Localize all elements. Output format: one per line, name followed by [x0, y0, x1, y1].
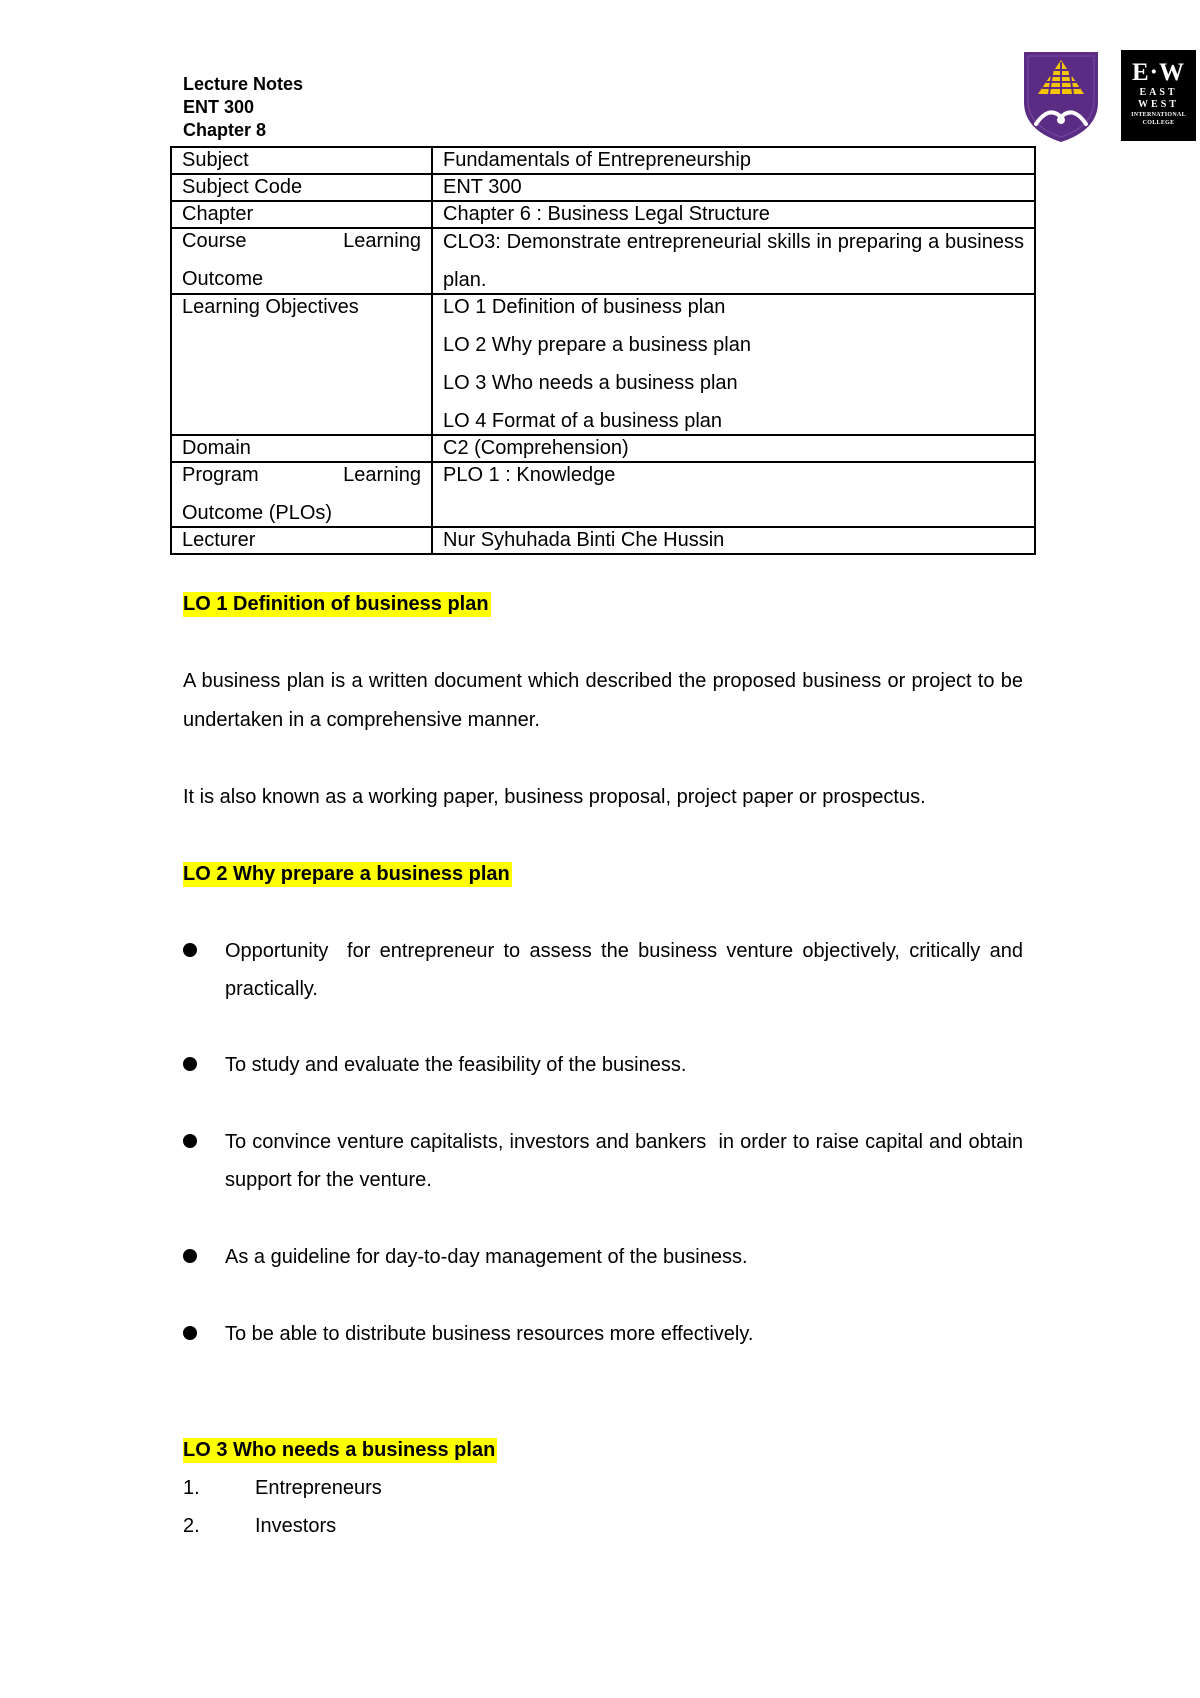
- ew-letters: E·W: [1131, 59, 1185, 86]
- lo3-heading: LO 3 Who needs a business plan: [183, 1439, 496, 1461]
- bullet-dot-icon: [183, 1057, 197, 1071]
- bullet-dot-icon: [183, 1134, 197, 1148]
- list-item: [183, 1514, 336, 1539]
- subject-code-label: Subject Code: [171, 174, 432, 201]
- bullet-text: To convince venture capitalists, investors and bankers in order to raise capital and obtain support for the venture.: [225, 1131, 1029, 1191]
- course-info-table: [170, 146, 1036, 555]
- bullet-text: As a guideline for day-to-day management of the business.: [225, 1246, 748, 1268]
- table-row: [171, 174, 1035, 201]
- lecturer-label: Lecturer: [171, 527, 432, 554]
- table-row: [171, 147, 1035, 174]
- bullet-dot-icon: [183, 943, 197, 957]
- subject-label: Subject: [171, 147, 432, 174]
- list-number: 2.: [183, 1515, 200, 1537]
- list-item: [183, 1046, 1023, 1084]
- table-row: [171, 462, 1035, 527]
- table-row: [171, 228, 1035, 294]
- ew-line-west: WEST: [1138, 99, 1179, 110]
- list-item: [183, 1123, 1029, 1199]
- list-item: [183, 932, 1029, 1008]
- bullet-text: To be able to distribute business resources more effectively.: [225, 1323, 754, 1345]
- ew-line-international: INTERNATIONAL: [1131, 112, 1186, 118]
- header-block: [183, 73, 303, 142]
- lecturer-value: Nur Syhuhada Binti Che Hussin: [432, 527, 1035, 554]
- lo1-paragraph-1: A business plan is a written document which described the proposed business or project to be undertaken in a comprehensive manner.: [183, 670, 1023, 731]
- header-chapter: Chapter 8: [183, 120, 267, 140]
- chapter-value: Chapter 6 : Business Legal Structure: [432, 201, 1035, 228]
- clo-label-course: Course: [182, 230, 247, 252]
- table-row: [171, 435, 1035, 462]
- lo2-heading: LO 2 Why prepare a business plan: [183, 863, 510, 885]
- list-item: [183, 1315, 1023, 1353]
- lo-item: LO 4 Format of a business plan: [443, 410, 723, 432]
- east-west-college-logo: [1121, 50, 1196, 141]
- plo-value: PLO 1 : Knowledge: [432, 462, 1035, 527]
- domain-label: Domain: [171, 435, 432, 462]
- chapter-label: Chapter: [171, 201, 432, 228]
- plo-label-program: Program: [182, 464, 259, 486]
- list-item: [183, 1238, 1023, 1276]
- lo1-paragraph-2: It is also known as a working paper, business proposal, project paper or prospectus.: [183, 786, 926, 808]
- bullet-text: Opportunity for entrepreneur to assess the business venture objectively, critically and practically.: [225, 940, 1029, 1000]
- ew-line-east: EAST: [1139, 87, 1178, 98]
- table-row: [171, 527, 1035, 554]
- clo-value-text: CLO3: Demonstrate entrepreneurial skills in preparing a business plan.: [443, 231, 1024, 291]
- clo-value: [432, 228, 1035, 294]
- ew-line-college: COLLEGE: [1142, 120, 1175, 126]
- list-number: 1.: [183, 1477, 200, 1499]
- lo-item: LO 3 Who needs a business plan: [443, 372, 738, 394]
- clo-label: [171, 228, 432, 294]
- header-code: ENT 300: [183, 97, 255, 117]
- uitm-crest-icon: [1022, 50, 1100, 144]
- subject-code-value: ENT 300: [432, 174, 1035, 201]
- list-text: Investors: [255, 1515, 337, 1537]
- bullet-text: To study and evaluate the feasibility of the business.: [225, 1054, 687, 1076]
- domain-value: C2 (Comprehension): [432, 435, 1035, 462]
- list-item: [183, 1476, 382, 1501]
- bullet-dot-icon: [183, 1249, 197, 1263]
- plo-label-learning: Learning: [343, 464, 421, 486]
- table-row: [171, 294, 1035, 435]
- clo-label-outcome: Outcome: [182, 268, 264, 290]
- lo-item: LO 2 Why prepare a business plan: [443, 334, 751, 356]
- bullet-dot-icon: [183, 1326, 197, 1340]
- subject-value: Fundamentals of Entrepreneurship: [432, 147, 1035, 174]
- learning-objectives-value: [432, 294, 1035, 435]
- list-text: Entrepreneurs: [255, 1477, 382, 1499]
- lo1-heading: LO 1 Definition of business plan: [183, 593, 489, 615]
- plo-label: [171, 462, 432, 527]
- header-title: Lecture Notes: [183, 74, 304, 94]
- learning-objectives-label: Learning Objectives: [171, 294, 432, 435]
- plo-label-outcome: Outcome (PLOs): [182, 502, 333, 524]
- lo-item: LO 1 Definition of business plan: [443, 296, 726, 318]
- clo-label-learning: Learning: [343, 230, 421, 252]
